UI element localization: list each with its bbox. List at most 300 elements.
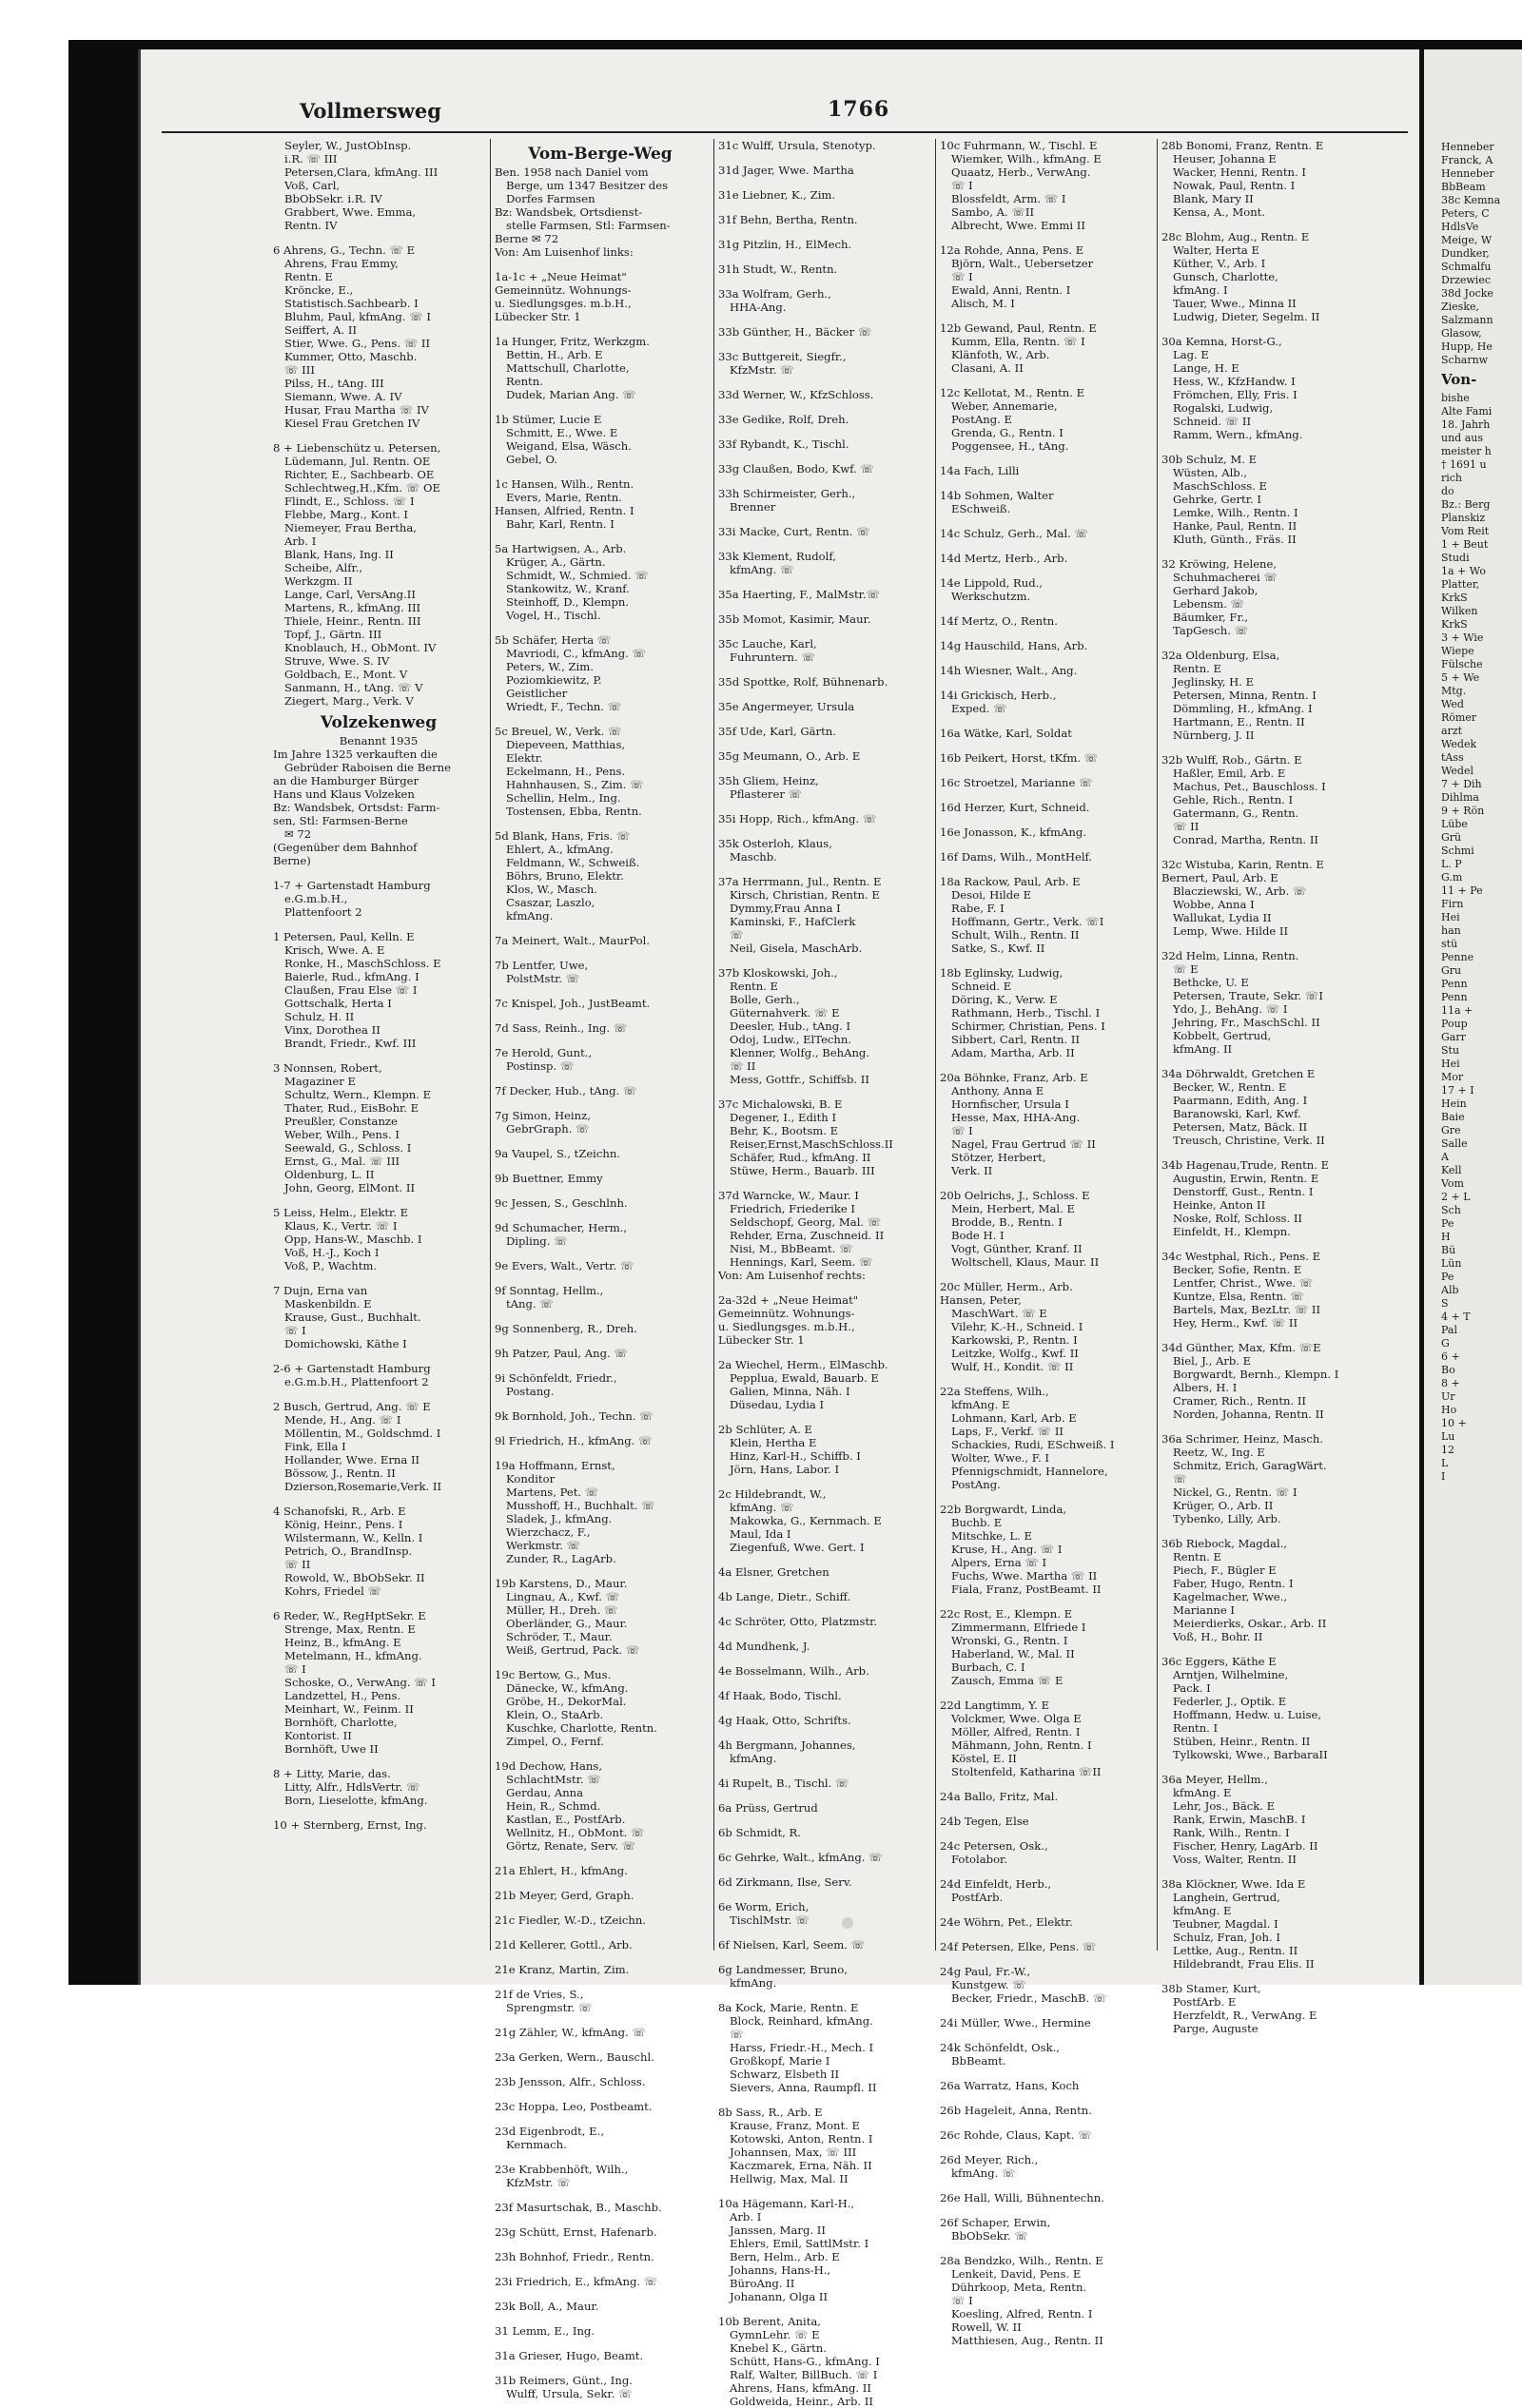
directory-entry: Weigand, Elsa, Wäsch. (506, 439, 632, 453)
directory-entry: Arb. I (284, 534, 317, 548)
directory-entry: 35k Osterloh, Klaus, (718, 837, 832, 850)
directory-entry: Peters, W., Zim. (506, 660, 594, 673)
page-header (162, 91, 1408, 133)
directory-entry: Maul, Ida I (730, 1527, 791, 1541)
directory-entry: Schult, Wilh., Rentn. II (951, 928, 1080, 942)
directory-entry: Peters, C (1441, 207, 1490, 220)
directory-entry: Petersen, Traute, Sekr. ☏I (1173, 989, 1323, 1002)
directory-entry: Galien, Minna, Näh. I (730, 1385, 850, 1398)
directory-entry: 7 Dujn, Erna van (273, 1284, 368, 1297)
directory-entry: Rathmann, Herb., Tischl. I (951, 1006, 1101, 1020)
directory-entry: Döring, K., Verw. E (951, 993, 1058, 1006)
directory-entry: 4 Schanofski, R., Arb. E (273, 1505, 406, 1518)
directory-entry: 16b Peikert, Horst, tKfm. ☏ (940, 751, 1099, 765)
directory-entry: 21e Kranz, Martin, Zim. (495, 1963, 630, 1976)
directory-entry: 8 + (1441, 1377, 1460, 1389)
directory-entry: 26c Rohde, Claus, Kapt. ☏ (940, 2128, 1092, 2142)
directory-entry: meister h (1441, 445, 1492, 457)
directory-entry: 4h Bergmann, Johannes, (718, 1738, 856, 1752)
directory-entry: Bäumker, Fr., (1173, 611, 1249, 624)
directory-entry: Piech, F., Bügler E (1173, 1563, 1277, 1577)
directory-entry: Eckelmann, H., Pens. (506, 765, 626, 778)
directory-entry: 8 + Litty, Marie, das. (273, 1767, 391, 1780)
directory-entry: Görtz, Renate, Serv. ☏ (506, 1839, 636, 1853)
directory-entry: Lingnau, A., Kwf. ☏ (506, 1590, 620, 1603)
directory-entry: 37a Herrmann, Jul., Rentn. E (718, 875, 882, 888)
directory-entry: Knebel K., Gärtn. (730, 2341, 827, 2355)
directory-entry: Wriedt, F., Techn. ☏ (506, 700, 622, 713)
directory-entry: u. Siedlungsges. m.b.H., (495, 297, 632, 310)
directory-entry: 21f de Vries, S., (495, 1988, 584, 2001)
directory-entry: Nickel, G., Rentn. ☏ I (1173, 1486, 1298, 1499)
directory-entry: Wiemker, Wilh., kfmAng. E (951, 152, 1102, 165)
directory-entry: Dihlma (1441, 791, 1479, 804)
directory-entry: Makowka, G., Kernmach. E (730, 1514, 882, 1527)
directory-entry: Satke, S., Kwf. II (951, 942, 1045, 955)
directory-entry: TapGesch. ☏ (1173, 624, 1249, 637)
directory-entry: GebrGraph. ☏ (506, 1122, 590, 1136)
directory-entry: Vinx, Dorothea II (284, 1023, 380, 1037)
directory-entry: Lübecker Str. 1 (718, 1333, 805, 1347)
directory-entry: Augustin, Erwin, Rentn. E (1173, 1172, 1319, 1185)
directory-entry: Ehlert, A., kfmAng. (506, 843, 614, 856)
directory-entry: 28a Bendzko, Wilh., Rentn. E (940, 2254, 1103, 2267)
directory-entry: Schmidt, W., Schmied. ☏ (506, 569, 649, 582)
directory-entry: 26d Meyer, Rich., (940, 2153, 1039, 2166)
directory-entry: Goldbach, E., Mont. V (284, 668, 408, 681)
directory-entry: Preußler, Constanze (284, 1115, 398, 1128)
directory-entry: 34d Günther, Max, Kfm. ☏E (1161, 1341, 1321, 1354)
directory-entry: 22d Langtimm, Y. E (940, 1699, 1050, 1712)
directory-entry: 30b Schulz, M. E (1161, 453, 1258, 466)
directory-entry: Werkschutzm. (951, 590, 1031, 603)
directory-entry: Alb (1441, 1284, 1459, 1296)
directory-entry: Rank, Wilh., Rentn. I (1173, 1826, 1290, 1839)
directory-entry: 31 Lemm, E., Ing. (495, 2324, 595, 2338)
directory-entry: Rehder, Erna, Zuschneid. II (730, 1229, 885, 1242)
directory-entry: 35d Spottke, Rolf, Bühnenarb. (718, 675, 888, 689)
directory-entry: ☏ I (951, 1124, 973, 1137)
directory-entry: Scharnw (1441, 354, 1489, 366)
directory-entry: 20b Oelrichs, J., Schloss. E (940, 1189, 1090, 1202)
directory-entry: 20c Müller, Herm., Arb. (940, 1280, 1073, 1293)
directory-entry: Schackies, Rudi, ESchweiß. I (951, 1438, 1115, 1451)
directory-entry: Lübecker Str. 1 (495, 310, 581, 323)
directory-entry: Becker, W., Rentn. E (1173, 1080, 1287, 1094)
directory-entry: Blacziewski, W., Arb. ☏ (1173, 884, 1307, 898)
directory-entry: Wilstermann, W., Kelln. I (284, 1531, 423, 1544)
directory-entry: Bettin, H., Arb. E (506, 348, 603, 361)
directory-entry: 2a-32d + „Neue Heimat" (718, 1293, 859, 1307)
directory-entry: Block, Reinhard, kfmAng. (730, 2014, 873, 2028)
directory-entry: Vom (1441, 1177, 1464, 1190)
directory-entry: 21a Ehlert, H., kfmAng. (495, 1864, 628, 1877)
directory-entry: Hein, R., Schmd. (506, 1799, 601, 1813)
directory-entry: Heinke, Anton II (1173, 1198, 1266, 1212)
directory-entry: Geistlicher (506, 687, 568, 700)
directory-entry: 19a Hoffmann, Ernst, (495, 1459, 615, 1472)
directory-entry: HHA-Ang. (730, 301, 787, 314)
directory-entry: L (1441, 1457, 1449, 1469)
directory-entry: Henneber (1441, 141, 1494, 153)
directory-entry: Weiß, Gertrud, Pack. ☏ (506, 1643, 640, 1657)
directory-entry: Henneber (1441, 167, 1494, 180)
directory-entry: 31e Liebner, K., Zim. (718, 188, 836, 202)
directory-entry: Zieske, (1441, 301, 1479, 313)
directory-entry: 23g Schütt, Ernst, Hafenarb. (495, 2225, 657, 2239)
binding-pin (842, 1917, 853, 1929)
directory-entry: Wulff, Ursula, Sekr. ☏ (506, 2387, 633, 2400)
directory-entry: TischlMstr. ☏ (730, 1913, 810, 1927)
directory-entry: Mor (1441, 1071, 1464, 1083)
directory-entry: Baranowski, Karl, Kwf. (1173, 1107, 1301, 1120)
directory-entry: SchlachtMstr. ☏ (506, 1773, 601, 1786)
directory-entry: 12b Gewand, Paul, Rentn. E (940, 321, 1097, 335)
directory-entry: BbObSekr. ☏ (951, 2229, 1028, 2243)
directory-entry: 6a Prüss, Gertrud (718, 1801, 818, 1815)
directory-entry: Dudek, Marian Ang. ☏ (506, 388, 636, 401)
directory-entry: Hesse, Max, HHA-Ang. (951, 1111, 1081, 1124)
directory-entry: Lettke, Aug., Rentn. II (1173, 1944, 1298, 1957)
directory-entry: 26f Schaper, Erwin, (940, 2216, 1051, 2229)
directory-entry: Stier, Wwe. G., Pens. ☏ II (284, 337, 431, 350)
directory-entry: Krüger, A., Gärtn. (506, 555, 606, 569)
directory-entry: Kagelmacher, Wwe., (1173, 1590, 1288, 1603)
directory-entry: Alisch, M. I (951, 297, 1015, 310)
directory-entry: 24k Schönfeldt, Osk., (940, 2041, 1060, 2054)
directory-entry: Kotowski, Anton, Rentn. I (730, 2132, 873, 2146)
directory-entry: 24d Einfeldt, Herb., (940, 1877, 1052, 1891)
directory-entry: KrkS (1441, 592, 1468, 604)
directory-entry: Nisi, M., BbBeamt. ☏ (730, 1242, 853, 1255)
directory-entry: Arb. I (730, 2210, 762, 2224)
directory-entry: Stoltenfeld, Katharina ☏II (951, 1765, 1102, 1778)
directory-entry: Wilken (1441, 605, 1478, 617)
directory-entry: Lag. E (1173, 348, 1209, 361)
directory-entry: 31c Wulff, Ursula, Stenotyp. (718, 139, 876, 152)
directory-entry: Stüwe, Herm., Bauarb. III (730, 1164, 875, 1177)
directory-entry: Parge, Auguste (1173, 2022, 1259, 2035)
directory-entry: Hei (1441, 1058, 1460, 1070)
directory-entry: Karkowski, P., Rentn. I (951, 1333, 1078, 1347)
directory-entry: Meinhart, W., Feinm. II (284, 1702, 414, 1716)
directory-entry: Reiser,Ernst,MaschSchloss.II (730, 1137, 893, 1151)
directory-entry: Struve, Wwe. S. IV (284, 654, 390, 668)
directory-entry: Mein, Herbert, Mal. E (951, 1202, 1075, 1215)
directory-entry: Blank, Hans, Ing. II (284, 548, 394, 561)
directory-entry: Harss, Friedr.-H., Mech. I (730, 2041, 874, 2054)
directory-entry: Norden, Johanna, Rentn. II (1173, 1408, 1324, 1421)
directory-entry: Kuntze, Elsa, Rentn. ☏ (1173, 1290, 1304, 1303)
directory-entry: Exped. ☏ (951, 702, 1007, 715)
directory-entry: 28b Bonomi, Franz, Rentn. E (1161, 139, 1324, 152)
directory-entry: Niemeyer, Frau Bertha, (284, 521, 417, 534)
directory-entry: Kunstgew. ☏ (951, 1978, 1026, 1991)
directory-entry: 7a Meinert, Walt., MaurPol. (495, 934, 651, 947)
directory-entry: Zausch, Emma ☏ E (951, 1674, 1063, 1687)
directory-entry: 19c Bertow, G., Mus. (495, 1668, 612, 1681)
directory-entry: KrkS (1441, 618, 1468, 631)
directory-entry: G.m (1441, 871, 1463, 884)
directory-entry: i.R. ☏ III (284, 152, 338, 165)
directory-entry: 32c Wistuba, Karin, Rentn. E (1161, 858, 1324, 871)
directory-entry: ☏ I (951, 270, 973, 283)
directory-entry: Schmi (1441, 845, 1474, 857)
directory-entry: 5 Leiss, Helm., Elektr. E (273, 1206, 409, 1219)
directory-entry: Köstel, E. II (951, 1752, 1017, 1765)
directory-entry: Diepeveen, Matthias, (506, 738, 626, 751)
directory-entry: Fiala, Franz, PostBeamt. II (951, 1583, 1102, 1596)
directory-entry: 7c Knispel, Joh., JustBeamt. (495, 997, 651, 1010)
directory-entry: Becker, Friedr., MaschB. ☏ (951, 1991, 1107, 2005)
directory-entry: H (1441, 1231, 1451, 1243)
directory-entry: Ernst, G., Mal. ☏ III (284, 1155, 400, 1168)
directory-entry: 2a Wiechel, Herm., ElMaschb. (718, 1358, 888, 1371)
directory-entry: 8 + Liebenschütz u. Petersen, (273, 441, 441, 455)
directory-entry: Walter, Herta E (1173, 243, 1259, 257)
directory-entry: Dipling. ☏ (506, 1234, 568, 1248)
directory-entry: Faber, Hugo, Rentn. I (1173, 1577, 1294, 1590)
directory-entry: Fuhruntern. ☏ (730, 651, 815, 664)
directory-entry: Musshoff, H., Buchhalt. ☏ (506, 1499, 655, 1512)
directory-entry: 33d Werner, W., KfzSchloss. (718, 388, 874, 401)
directory-entry: 34c Westphal, Rich., Pens. E (1161, 1250, 1321, 1263)
directory-entry: Gunsch, Charlotte, (1173, 270, 1278, 283)
directory-entry: Lehr, Jos., Bäck. E (1173, 1799, 1276, 1813)
directory-entry: do (1441, 485, 1454, 497)
directory-entry: 35c Lauche, Karl, (718, 637, 817, 651)
directory-entry: Salzmann (1441, 314, 1493, 326)
directory-entry: 14d Mertz, Herb., Arb. (940, 552, 1068, 565)
directory-entry: ☏ II (1173, 820, 1200, 833)
directory-entry: ☏ I (284, 1662, 306, 1676)
directory-entry: Kastlan, E., PostfArb. (506, 1813, 626, 1826)
directory-entry: 23h Bohnhof, Friedr., Rentn. (495, 2250, 654, 2263)
directory-entry: BbBeam (1441, 181, 1486, 193)
directory-entry: 14a Fach, Lilli (940, 464, 1020, 477)
directory-entry: Rank, Erwin, MaschB. I (1173, 1813, 1306, 1826)
directory-entry: Flebbe, Marg., Kont. I (284, 508, 408, 521)
directory-entry: kfmAng. (730, 1976, 777, 1990)
directory-entry: Rentn. E (1173, 1550, 1222, 1563)
directory-entry: Evers, Marie, Rentn. (506, 491, 622, 504)
directory-entry: Küther, V., Arb. I (1173, 257, 1266, 270)
directory-entry: 31g Pitzlin, H., ElMech. (718, 238, 852, 251)
directory-entry: I (1441, 1470, 1446, 1483)
directory-entry: u. Siedlungsges. m.b.H., (718, 1320, 855, 1333)
directory-entry: Janssen, Marg. II (730, 2224, 826, 2237)
directory-entry: Schlechtweg,H.,Kfm. ☏ OE (284, 481, 440, 495)
directory-entry: Ahrens, Frau Emmy, (284, 257, 399, 270)
directory-entry: Schmalfu (1441, 261, 1492, 273)
directory-entry: Düsedau, Lydia I (730, 1398, 825, 1411)
directory-entry: Rabe, F. I (951, 902, 1005, 915)
directory-entry: Gröbe, H., DekorMal. (506, 1695, 627, 1708)
directory-entry: Kruse, H., Ang. ☏ I (951, 1543, 1063, 1556)
directory-entry: 9h Patzer, Paul, Ang. ☏ (495, 1347, 628, 1360)
directory-entry: Garr (1441, 1031, 1466, 1043)
directory-entry: 36c Eggers, Käthe E (1161, 1655, 1277, 1668)
street-heading: Volzekenweg (320, 713, 438, 732)
directory-entry: Wellnitz, H., ObMont. ☏ (506, 1826, 645, 1839)
directory-entry: Ehlers, Emil, SattlMstr. I (730, 2237, 869, 2250)
directory-entry: 7g Simon, Heinz, (495, 1109, 591, 1122)
directory-entry: 23d Eigenbrodt, E., (495, 2125, 605, 2138)
directory-entry: Petersen, Minna, Rentn. I (1173, 689, 1317, 702)
directory-entry: Studi (1441, 552, 1470, 564)
directory-entry: Mähmann, John, Rentn. I (951, 1738, 1092, 1752)
directory-entry: Mess, Gottfr., Schiffsb. II (730, 1073, 869, 1086)
directory-entry: Quaatz, Herb., VerwAng. (951, 165, 1091, 179)
directory-entry: ESchweiß. (951, 502, 1011, 515)
directory-entry: Hess, W., KfzHandw. I (1173, 375, 1296, 388)
directory-entry: Jörn, Hans, Labor. I (730, 1463, 840, 1476)
directory-entry: 2b Schlüter, A. E (718, 1423, 812, 1436)
directory-entry: 8a Kock, Marie, Rentn. E (718, 2001, 859, 2014)
directory-entry: Leitzke, Wolfg., Kwf. II (951, 1347, 1079, 1360)
directory-entry: 9c Jessen, S., Geschlnh. (495, 1196, 628, 1210)
directory-entry: Drzewiec (1441, 274, 1491, 286)
directory-entry: 24g Paul, Fr.-W., (940, 1965, 1031, 1978)
directory-entry: Grabbert, Wwe. Emma, (284, 205, 417, 219)
directory-entry: 34a Döhrwaldt, Gretchen E (1161, 1067, 1316, 1080)
directory-entry: kfmAng. II (1173, 1042, 1233, 1056)
directory-entry: Thater, Rud., EisBohr. E (284, 1101, 420, 1115)
directory-entry: Treusch, Christine, Verk. II (1173, 1134, 1325, 1147)
directory-entry: Behr, K., Bootsm. E (730, 1124, 839, 1137)
directory-entry: 16c Stroetzel, Marianne ☏ (940, 776, 1093, 789)
directory-entry: Ydo, J., BehAng. ☏ I (1173, 1002, 1288, 1016)
directory-entry: Desoi, Hilde E (951, 888, 1032, 902)
directory-entry: rich (1441, 472, 1463, 484)
directory-entry: Werkmstr. ☏ (506, 1539, 581, 1552)
directory-entry: Stankowitz, W., Kranf. (506, 582, 630, 595)
column-rule (713, 139, 714, 1951)
directory-entry: Ur (1441, 1390, 1455, 1403)
directory-entry: Hinz, Karl-H., Schiffb. I (730, 1449, 861, 1463)
directory-entry: ☏ I (951, 179, 973, 192)
directory-entry: Martens, R., kfmAng. III (284, 601, 421, 614)
directory-entry: 4d Mundhenk, J. (718, 1640, 810, 1653)
column-rule (490, 139, 491, 1951)
directory-entry: Schellin, Helm., Ing. (506, 791, 621, 805)
directory-entry: Hansen, Alfried, Rentn. I (495, 504, 634, 517)
directory-entry: 32 Kröwing, Helene, (1161, 557, 1278, 571)
directory-entry: Postinsp. ☏ (506, 1059, 575, 1073)
directory-entry: Marianne I (1173, 1603, 1236, 1617)
directory-entry: 24b Tegen, Else (940, 1815, 1029, 1828)
directory-entry: Fischer, Henry, LagArb. II (1173, 1839, 1318, 1853)
directory-entry: Borgwardt, Bernh., Klempn. I (1173, 1368, 1339, 1381)
directory-entry: Matthiesen, Aug., Rentn. II (951, 2334, 1103, 2347)
directory-entry: Federler, J., Optik. E (1173, 1695, 1287, 1708)
directory-entry: Statistisch.Sachbearb. I (284, 297, 419, 310)
directory-entry: kfmAng. (730, 1752, 777, 1765)
directory-entry: Poziomkiewitz, P. (506, 673, 602, 687)
directory-entry: 16e Jonasson, K., kfmAng. (940, 825, 1086, 839)
facing-page-column (1441, 141, 1519, 1484)
directory-entry: 6c Gehrke, Walt., kfmAng. ☏ (718, 1851, 883, 1864)
directory-entry: 9l Friedrich, H., kfmAng. ☏ (495, 1434, 653, 1447)
directory-entry: Voß, H.-J., Koch I (284, 1246, 380, 1259)
directory-entry: Kernmach. (506, 2138, 567, 2151)
directory-entry: 4e Bosselmann, Wilh., Arb. (718, 1664, 869, 1678)
directory-entry: ☏ (730, 2028, 744, 2041)
directory-entry: 6d Zirkmann, Ilse, Serv. (718, 1875, 852, 1889)
directory-entry: GymnLehr. ☏ E (730, 2328, 820, 2341)
directory-entry: Scheibe, Alfr., (284, 561, 363, 574)
directory-entry: Bz.: Berg (1441, 498, 1491, 511)
directory-entry: Plattenfoort 2 (284, 905, 362, 919)
directory-entry: Vogel, H., Tischl. (506, 609, 601, 622)
directory-entry: 35h Gliem, Heinz, (718, 774, 819, 787)
directory-entry: Magaziner E (284, 1075, 356, 1088)
directory-entry: tAng. ☏ (506, 1297, 554, 1311)
directory-entry: Brenner (730, 500, 776, 514)
directory-entry: Denstorff, Gust., Rentn. I (1173, 1185, 1314, 1198)
directory-entry: Steinhoff, D., Klempn. (506, 595, 630, 609)
directory-entry: 9d Schumacher, Herm., (495, 1221, 628, 1234)
directory-entry: Wronski, G., Rentn. I (951, 1634, 1068, 1647)
directory-entry: kfmAng. E (1173, 1786, 1232, 1799)
directory-entry: 28c Blohm, Aug., Rentn. E (1161, 230, 1310, 243)
directory-entry: Sch (1441, 1204, 1461, 1216)
directory-entry: 10b Berent, Anita, (718, 2315, 821, 2328)
directory-entry: 10c Fuhrmann, W., Tischl. E (940, 139, 1098, 152)
directory-entry: Mtg. (1441, 685, 1467, 697)
directory-entry: Brandt, Friedr., Kwf. III (284, 1037, 417, 1050)
directory-entry: Kiesel Frau Gretchen IV (284, 417, 420, 430)
directory-entry: Schmitt, E., Wwe. E (506, 426, 618, 439)
directory-entry: Wüsten, Alb., (1173, 466, 1248, 479)
directory-entry: 14f Mertz, O., Rentn. (940, 614, 1058, 628)
directory-entry: Schulz, H. II (284, 1010, 355, 1023)
directory-entry: tAss (1441, 751, 1464, 764)
directory-entry: Johanns, Hans-H., (730, 2263, 831, 2277)
directory-entry: 24i Müller, Wwe., Hermine (940, 2016, 1091, 2029)
directory-entry: Böhrs, Bruno, Elektr. (506, 869, 624, 883)
directory-entry: Meige, W (1441, 234, 1493, 246)
directory-entry: 6e Worm, Erich, (718, 1900, 810, 1913)
directory-entry: Pepplua, Ewald, Bauarb. E (730, 1371, 879, 1385)
directory-entry: 31h Studt, W., Rentn. (718, 262, 838, 276)
directory-entry: 38a Klöckner, Wwe. Ida E (1161, 1877, 1306, 1891)
directory-entry: Schröder, T., Maur. (506, 1630, 613, 1643)
directory-entry: Dömmling, H., kfmAng. I (1173, 702, 1313, 715)
directory-entry: Klaus, K., Vertr. ☏ I (284, 1219, 398, 1233)
directory-entry: Von: Am Luisenhof rechts: (718, 1269, 866, 1282)
directory-entry: Großkopf, Marie I (730, 2054, 830, 2068)
directory-entry: 2 + L (1441, 1191, 1471, 1203)
directory-entry: BbObSekr. i.R. IV (284, 192, 382, 205)
directory-entry: Lu (1441, 1430, 1455, 1443)
directory-entry: 31a Grieser, Hugo, Beamt. (495, 2349, 644, 2362)
directory-entry: Lüdemann, Jul. Rentn. OE (284, 455, 431, 468)
directory-entry: Noske, Rolf, Schloss. II (1173, 1212, 1303, 1225)
directory-entry: Postang. (506, 1385, 555, 1398)
directory-entry: Martens, Pet. ☏ (506, 1486, 599, 1499)
directory-entry: Kröncke, E., (284, 283, 354, 297)
directory-entry: Vilehr, K.-H., Schneid. I (951, 1320, 1083, 1333)
directory-entry: Schütt, Hans-G., kfmAng. I (730, 2355, 880, 2368)
directory-entry: Maskenbildn. E (284, 1297, 372, 1311)
directory-entry: Schneid. ☏ II (1173, 415, 1252, 428)
directory-entry: Dorfes Farmsen (506, 192, 595, 205)
directory-entry: Hahnhausen, S., Zim. ☏ (506, 778, 644, 791)
directory-entry: Friedrich, Friederike I (730, 1202, 855, 1215)
directory-entry: 9 + Rön (1441, 805, 1485, 817)
directory-entry: Lemp, Wwe. Hilde II (1173, 924, 1289, 938)
